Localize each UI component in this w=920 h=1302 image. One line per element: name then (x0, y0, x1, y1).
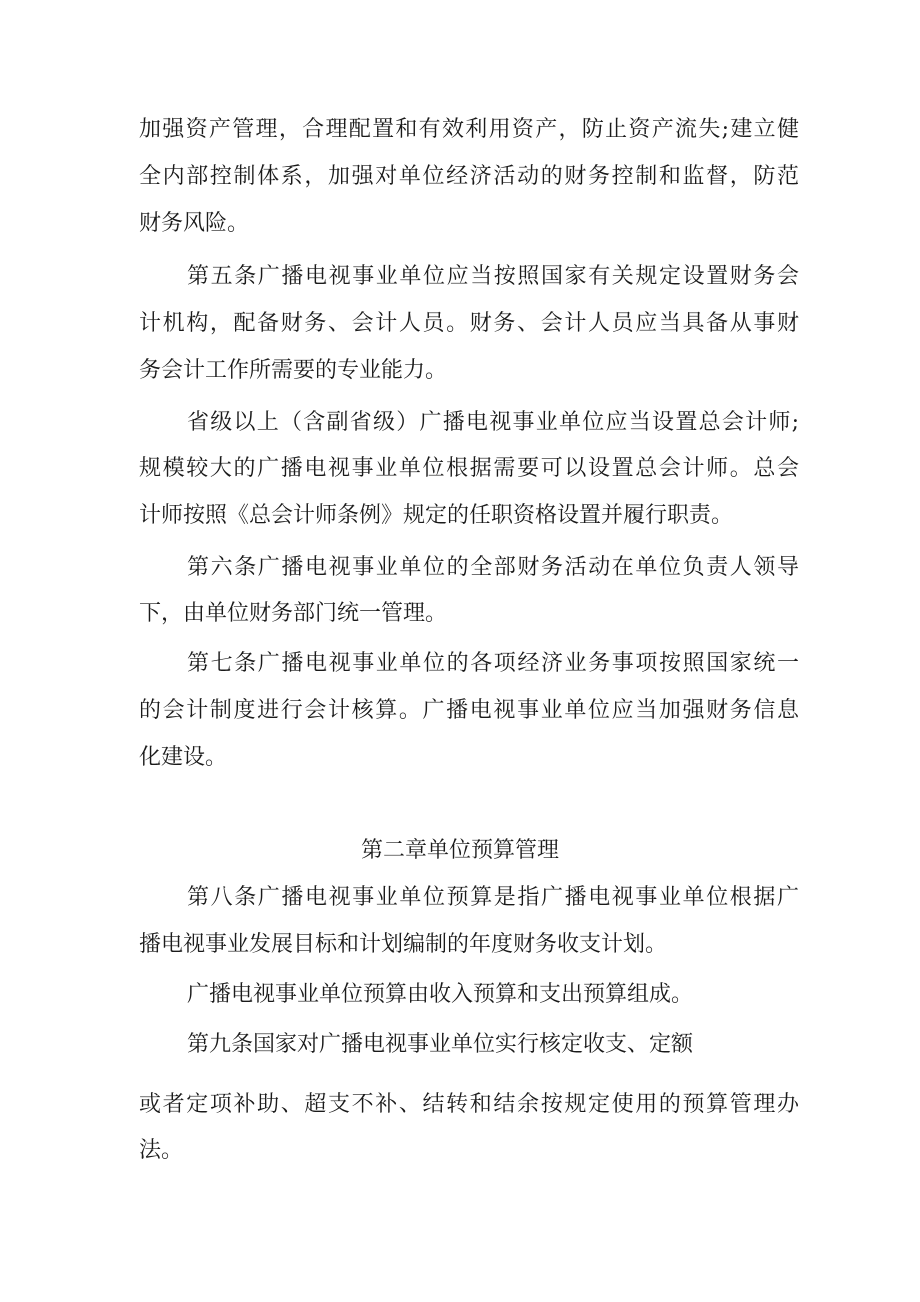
paragraph-line: 省级以上（含副省级）广播电视事业单位应当设置总会计师; (187, 410, 799, 435)
article-8-line: 第八条广播电视事业单位预算是指广播电视事业单位根据广 (187, 885, 799, 910)
article-9-line: 第九条国家对广播电视事业单位实行核定收支、定额 (187, 1032, 694, 1057)
paragraph-line: 务会计工作所需要的专业能力。 (139, 358, 448, 383)
paragraph-line: 下，由单位财务部门统一管理。 (139, 601, 448, 626)
paragraph-line: 加强资产管理，合理配置和有效利用资产，防止资产流失;建立健 (139, 117, 799, 142)
paragraph-line: 计机构，配备财务、会计人员。财务、会计人员应当具备从事财 (139, 311, 799, 336)
paragraph-line: 广播电视事业单位预算由收入预算和支出预算组成。 (187, 982, 694, 1007)
article-7-line: 第七条广播电视事业单位的各项经济业务事项按照国家统一 (187, 651, 799, 676)
paragraph-line: 法。 (139, 1138, 184, 1163)
paragraph-line: 或者定项补助、超支不补、结转和结余按规定使用的预算管理办 (139, 1092, 799, 1117)
paragraph-line: 财务风险。 (139, 211, 250, 236)
chapter-heading: 第二章单位预算管理 (360, 838, 559, 863)
paragraph-line: 播电视事业发展目标和计划编制的年度财务收支计划。 (139, 932, 668, 957)
paragraph-line: 规模较大的广播电视事业单位根据需要可以设置总会计师。总会 (139, 456, 799, 481)
paragraph-line: 的会计制度进行会计核算。广播电视事业单位应当加强财务信息 (139, 698, 799, 723)
paragraph-line: 全内部控制体系，加强对单位经济活动的财务控制和监督，防范 (139, 164, 799, 189)
article-6-line: 第六条广播电视事业单位的全部财务活动在单位负责人领导 (187, 555, 799, 580)
paragraph-line: 化建设。 (139, 745, 228, 770)
paragraph-line: 计师按照《总会计师条例》规定的任职资格设置并履行职责。 (139, 503, 734, 528)
article-5-line: 第五条广播电视事业单位应当按照国家有关规定设置财务会 (187, 264, 799, 289)
